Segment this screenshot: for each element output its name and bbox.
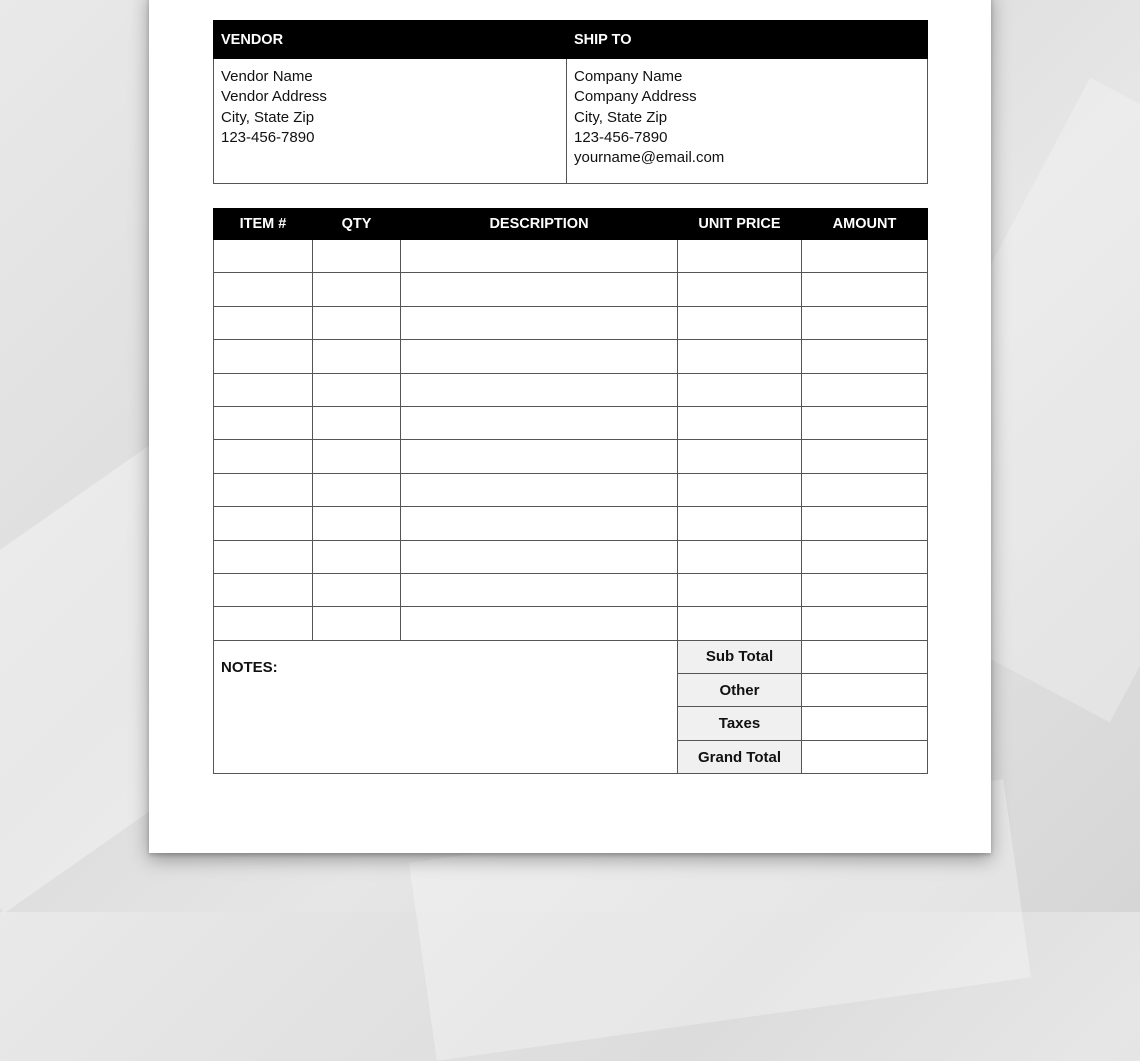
amount-cell[interactable] bbox=[802, 607, 928, 640]
vendor-phone: 123-456-7890 bbox=[221, 128, 315, 146]
description-cell[interactable] bbox=[401, 340, 678, 373]
amount-cell[interactable] bbox=[802, 340, 928, 373]
amount-cell[interactable] bbox=[802, 573, 928, 606]
ship-to-phone: 123-456-7890 bbox=[574, 128, 668, 146]
qty-cell[interactable] bbox=[313, 340, 401, 373]
ship-to-heading: SHIP TO bbox=[567, 21, 928, 59]
description-cell[interactable] bbox=[401, 273, 678, 306]
item-number-cell[interactable] bbox=[214, 607, 313, 640]
qty-cell[interactable] bbox=[313, 573, 401, 606]
item-number-cell[interactable] bbox=[214, 340, 313, 373]
amount-cell[interactable] bbox=[802, 507, 928, 540]
column-header-description: DESCRIPTION bbox=[401, 209, 678, 240]
taxes-label: Taxes bbox=[678, 707, 802, 740]
item-number-cell[interactable] bbox=[214, 306, 313, 339]
description-cell[interactable] bbox=[401, 406, 678, 439]
column-header-amount: AMOUNT bbox=[802, 209, 928, 240]
table-row bbox=[214, 473, 928, 506]
ship-to-company-name: Company Name bbox=[574, 68, 683, 85]
notes-area[interactable] bbox=[214, 640, 678, 774]
vendor-shipto-table bbox=[213, 20, 928, 184]
qty-cell[interactable] bbox=[313, 507, 401, 540]
table-row bbox=[214, 340, 928, 373]
table-row bbox=[214, 273, 928, 306]
grand-total-value-cell[interactable] bbox=[802, 740, 928, 773]
amount-cell[interactable] bbox=[802, 240, 928, 273]
qty-cell[interactable] bbox=[313, 373, 401, 406]
table-row bbox=[214, 406, 928, 439]
table-row bbox=[214, 440, 928, 473]
description-cell[interactable] bbox=[401, 607, 678, 640]
unit-price-cell[interactable] bbox=[678, 573, 802, 606]
amount-cell[interactable] bbox=[802, 306, 928, 339]
grand-total-label: Grand Total bbox=[678, 740, 802, 773]
document-page bbox=[149, 0, 991, 853]
sub-total-label: Sub Total bbox=[678, 640, 802, 673]
unit-price-cell[interactable] bbox=[678, 473, 802, 506]
qty-cell[interactable] bbox=[313, 273, 401, 306]
amount-cell[interactable] bbox=[802, 440, 928, 473]
description-cell[interactable] bbox=[401, 507, 678, 540]
table-row bbox=[214, 540, 928, 573]
table-row bbox=[214, 306, 928, 339]
qty-cell[interactable] bbox=[313, 240, 401, 273]
item-rows bbox=[214, 240, 928, 641]
description-cell[interactable] bbox=[401, 440, 678, 473]
vendor-address: Vendor Address bbox=[221, 88, 327, 106]
ship-to-email: yourname@email.com bbox=[574, 149, 725, 167]
unit-price-cell[interactable] bbox=[678, 240, 802, 273]
items-table bbox=[213, 208, 928, 774]
description-cell[interactable] bbox=[401, 573, 678, 606]
vendor-info bbox=[214, 59, 567, 184]
item-number-cell[interactable] bbox=[214, 473, 313, 506]
qty-cell[interactable] bbox=[313, 607, 401, 640]
unit-price-cell[interactable] bbox=[678, 440, 802, 473]
sub-total-value-cell[interactable] bbox=[802, 640, 928, 673]
qty-cell[interactable] bbox=[313, 406, 401, 439]
unit-price-cell[interactable] bbox=[678, 507, 802, 540]
amount-cell[interactable] bbox=[802, 373, 928, 406]
taxes-value-cell[interactable] bbox=[802, 707, 928, 740]
unit-price-cell[interactable] bbox=[678, 406, 802, 439]
item-number-cell[interactable] bbox=[214, 273, 313, 306]
column-header-item-number: ITEM # bbox=[214, 209, 313, 240]
unit-price-cell[interactable] bbox=[678, 273, 802, 306]
item-number-cell[interactable] bbox=[214, 373, 313, 406]
ship-to-company-address: Company Address bbox=[574, 88, 697, 106]
other-label: Other bbox=[678, 674, 802, 707]
column-header-qty: QTY bbox=[313, 209, 401, 240]
item-number-cell[interactable] bbox=[214, 573, 313, 606]
amount-cell[interactable] bbox=[802, 540, 928, 573]
unit-price-cell[interactable] bbox=[678, 306, 802, 339]
unit-price-cell[interactable] bbox=[678, 607, 802, 640]
qty-cell[interactable] bbox=[313, 440, 401, 473]
table-row bbox=[214, 507, 928, 540]
notes-label: NOTES: bbox=[221, 658, 278, 676]
ship-to-info bbox=[567, 59, 928, 184]
description-cell[interactable] bbox=[401, 306, 678, 339]
amount-cell[interactable] bbox=[802, 406, 928, 439]
ship-to-city-state-zip: City, State Zip bbox=[574, 108, 668, 126]
qty-cell[interactable] bbox=[313, 473, 401, 506]
table-row bbox=[214, 240, 928, 273]
description-cell[interactable] bbox=[401, 473, 678, 506]
amount-cell[interactable] bbox=[802, 273, 928, 306]
table-row bbox=[214, 573, 928, 606]
item-number-cell[interactable] bbox=[214, 406, 313, 439]
unit-price-cell[interactable] bbox=[678, 540, 802, 573]
description-cell[interactable] bbox=[401, 373, 678, 406]
unit-price-cell[interactable] bbox=[678, 373, 802, 406]
description-cell[interactable] bbox=[401, 540, 678, 573]
qty-cell[interactable] bbox=[313, 306, 401, 339]
item-number-cell[interactable] bbox=[214, 540, 313, 573]
item-number-cell[interactable] bbox=[214, 507, 313, 540]
vendor-city-state-zip: City, State Zip bbox=[221, 108, 315, 126]
description-cell[interactable] bbox=[401, 240, 678, 273]
unit-price-cell[interactable] bbox=[678, 340, 802, 373]
vendor-name: Vendor Name bbox=[221, 68, 313, 85]
table-row bbox=[214, 607, 928, 640]
item-number-cell[interactable] bbox=[214, 240, 313, 273]
item-number-cell[interactable] bbox=[214, 440, 313, 473]
other-value-cell[interactable] bbox=[802, 674, 928, 707]
vendor-heading: VENDOR bbox=[214, 21, 567, 59]
amount-cell[interactable] bbox=[802, 473, 928, 506]
column-header-unit-price: UNIT PRICE bbox=[678, 209, 802, 240]
qty-cell[interactable] bbox=[313, 540, 401, 573]
table-row bbox=[214, 373, 928, 406]
